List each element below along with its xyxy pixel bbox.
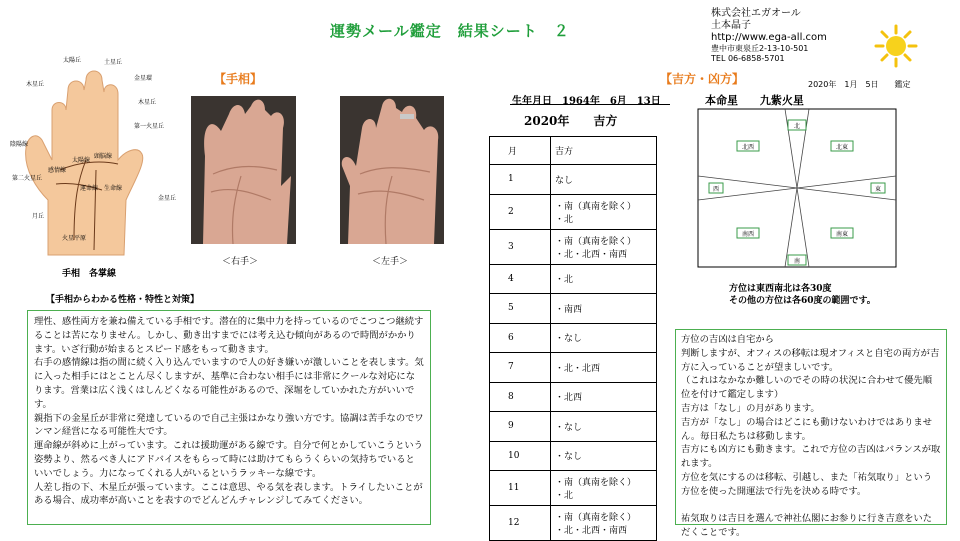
- table-row: [490, 412, 657, 442]
- direction-cell: [551, 382, 657, 412]
- svg-text:北: 北: [793, 123, 801, 130]
- direction-cell: [551, 229, 657, 264]
- direction-cell: [551, 441, 657, 471]
- direction-note-line: 吉方が「なし」の場合はどこにも動けないわけではありません。毎日私たちは移動します。: [681, 416, 933, 442]
- personality-paragraph: 右手の感情線は指の間に続く入り込んでいますので人の好き嫌いが激しいことを表します。気に入った相手にはとことん尽くしますが、基準に合わない相手には非常にクールな対応になります。営業は広く浅くはしんどくなる可能性があるので、深堀をしていかれた方がいいです。: [34, 357, 424, 410]
- direction-entry: ・なし: [555, 452, 583, 463]
- direction-cell: [551, 412, 657, 442]
- compass-se: [831, 228, 853, 238]
- birth-date: 生年月日 1964年 6月 13日: [512, 96, 661, 107]
- svg-text:南東: 南東: [835, 231, 849, 238]
- personality-heading: 【手相からわかる性格・特性と対策】: [46, 295, 200, 305]
- palm-label-10: 太陽線: [72, 157, 91, 164]
- sheet-title: 運勢メール鑑定 結果シート ２: [330, 22, 570, 40]
- right-hand-photo: [191, 96, 296, 244]
- compass-n: [788, 120, 806, 130]
- direction-cell: [551, 471, 657, 506]
- honmei-star: [705, 92, 804, 108]
- direction-entry: ・北西: [555, 393, 583, 404]
- direction-note-line: 吉方は「なし」の月があります。: [681, 402, 820, 414]
- direction-note-line: 方位の吉凶は自宅から: [681, 334, 774, 345]
- direction-heading: 【吉方・凶方】: [660, 72, 745, 86]
- direction-entry: ・北: [555, 275, 574, 286]
- table-row: [490, 506, 657, 541]
- direction-entry: ・北: [555, 491, 574, 501]
- left-hand-caption: ＜左手＞: [372, 257, 409, 267]
- compass-note: [729, 283, 876, 307]
- company-name: 株式会社エガオール: [711, 8, 801, 19]
- direction-notes-textbox: [675, 329, 947, 539]
- compass-nw: [737, 141, 759, 151]
- table-row: [490, 323, 657, 353]
- direction-note-spacer: [681, 499, 941, 513]
- month-cell: 7: [490, 353, 551, 383]
- palm-label-8: 月丘: [32, 213, 45, 220]
- month-cell: 10: [490, 441, 551, 471]
- table-header-direction: 吉方: [551, 137, 657, 165]
- direction-cell: [551, 165, 657, 195]
- table-row: [490, 382, 657, 412]
- table-header-row: [490, 137, 657, 165]
- personality-paragraph: 人差し指の下、木星丘が張っています。ここは意思、やる気を表します。トライしたいことがある場合、成功率が高いことを表すのでどんどんチャレンジしてみてください。: [34, 481, 423, 507]
- month-cell: 8: [490, 382, 551, 412]
- palm-label-0: 太陽丘: [63, 57, 82, 64]
- direction-entry: ・南（真南を除く）: [555, 478, 637, 488]
- direction-note-line: 祐気取りは吉日を選んで神社仏閣にお参りに行き吉意をいただくことです。: [681, 513, 933, 539]
- compass-sw: [737, 228, 759, 238]
- palm-label-13: 生命線: [104, 185, 123, 192]
- company-address: 豊中市東泉丘2-13-10-501: [711, 44, 809, 53]
- table-row: [490, 194, 657, 229]
- svg-text:北西: 北西: [741, 144, 755, 151]
- month-cell: 2: [490, 194, 551, 229]
- table-row: [490, 441, 657, 471]
- direction-entry: なし: [555, 175, 574, 186]
- direction-entry: ・北・北西・南西: [555, 249, 628, 260]
- month-cell: 3: [490, 229, 551, 264]
- svg-text:北東: 北東: [835, 144, 849, 151]
- direction-entry: ・南（真南を除く）: [555, 236, 637, 247]
- compass-s: [788, 255, 806, 265]
- direction-entry: ・なし: [555, 334, 583, 345]
- honmei-label: 本命星: [705, 94, 738, 107]
- direction-entry: ・南（真南を除く）: [555, 201, 637, 212]
- palm-diagram-caption: 手相 各掌線: [62, 269, 117, 279]
- compass-note-2: その他の方位は各60度の範囲です。: [729, 296, 876, 306]
- appraisal-date: 2020年 1月 5日 鑑定: [808, 80, 911, 89]
- palm-heading: 【手相】: [214, 72, 263, 86]
- table-row: [490, 471, 657, 506]
- company-url[interactable]: http://www.ega-all.com: [711, 32, 827, 43]
- direction-note-line: 吉方にも凶方にも動きます。これで方位の吉凶はバランスが取れます。: [681, 444, 941, 470]
- month-cell: 12: [490, 506, 551, 541]
- direction-cell: [551, 506, 657, 541]
- compass-note-1: 方位は東西南北は各30度: [729, 284, 832, 294]
- compass-e: [871, 183, 885, 193]
- month-cell: 1: [490, 165, 551, 195]
- compass-w: [709, 183, 723, 193]
- direction-entry: ・南西: [555, 304, 583, 315]
- direction-cell: [551, 264, 657, 294]
- palm-label-12: 頭脳線: [94, 153, 113, 160]
- palm-label-2: 木星丘: [26, 81, 45, 88]
- svg-text:南: 南: [793, 258, 801, 265]
- table-row: [490, 353, 657, 383]
- palm-label-5: 第一火星丘: [134, 123, 165, 130]
- year-heading: 2020年 吉方: [524, 114, 618, 128]
- palm-label-7: 第二火星丘: [12, 175, 43, 182]
- company-tel: TEL 06-6858-5701: [711, 54, 785, 63]
- month-cell: 11: [490, 471, 551, 506]
- month-cell: 9: [490, 412, 551, 442]
- palm-label-6: 陰陽線: [10, 141, 29, 148]
- direction-compass: [697, 108, 897, 268]
- birth-underline: [510, 104, 670, 105]
- palm-label-14: 金星丘: [158, 195, 177, 202]
- direction-cell: [551, 294, 657, 324]
- personality-paragraph: 運命線が斜めに上がっています。これは援助運がある線です。自分で何とかしていこうという姿勢より、然るべき人にアドバイスをもらって時には助けてもらうくらいの気持ちでいるといいでしょう。力になってくれる人がいるというラッキーな線です。: [34, 440, 423, 479]
- right-hand-caption: ＜右手＞: [222, 257, 259, 267]
- table-row: [490, 294, 657, 324]
- personality-paragraph: 親指下の金星丘が非常に発達しているので自己主張はかなり強い方です。協調は苦手なのでワンマン経営になる可能性大です。: [34, 412, 424, 438]
- direction-entry: ・南（真南を除く）: [555, 513, 637, 523]
- left-hand-photo: [340, 96, 444, 244]
- palm-label-9: 感情線: [48, 167, 67, 174]
- direction-note-line: 判断しますが、オフィスの移転は現オフィスと自宅の両方が吉方に入っていることが望ましいです。: [681, 347, 940, 373]
- palm-label-11: 運命線: [80, 185, 99, 192]
- palm-label-1: 土星丘: [104, 59, 123, 66]
- personality-paragraph: 理性、感性両方を兼ね備えている手相です。潜在的に集中力を持っているのでこつこつ継続することは苦になりません。しかし、動き出すまでには考え込む傾向があるので時間がかかります。いざ行動が始まるとスピード感をもって動きます。: [34, 316, 424, 355]
- month-cell: 4: [490, 264, 551, 294]
- direction-cell: [551, 194, 657, 229]
- table-row: [490, 165, 657, 195]
- direction-cell: [551, 323, 657, 353]
- table-row: [490, 264, 657, 294]
- direction-table: [489, 136, 657, 541]
- honmei-value: 九紫火星: [759, 94, 804, 107]
- sun-logo-icon: [874, 24, 918, 68]
- company-info: [711, 8, 827, 64]
- table-row: [490, 229, 657, 264]
- palm-label-3: 金星環: [134, 75, 153, 82]
- direction-note-line: 方位を気にするのは移転、引越し、また「祐気取り」という方位を使った開運法で行先を決める時です。: [681, 471, 933, 497]
- personality-textbox: [27, 310, 431, 525]
- direction-note-line: （これはなかなか難しいのでその時の状況に合わせて優先順位を付けて鑑定します）: [681, 375, 933, 401]
- palm-label-15: 火星平原: [62, 235, 87, 242]
- compass-ne: [831, 141, 853, 151]
- month-cell: 5: [490, 294, 551, 324]
- direction-cell: [551, 353, 657, 383]
- direction-entry: ・北・北西・南西: [555, 526, 628, 536]
- svg-text:西: 西: [712, 186, 720, 193]
- svg-text:東: 東: [874, 186, 882, 193]
- month-cell: 6: [490, 323, 551, 353]
- direction-entry: ・北: [555, 214, 574, 225]
- svg-text:南西: 南西: [741, 231, 755, 238]
- palm-diagram: [8, 50, 180, 268]
- table-header-month: 月: [490, 137, 551, 165]
- company-person: 土本晶子: [711, 20, 751, 31]
- direction-entry: ・北・北西: [555, 363, 601, 374]
- palm-label-4: 木星丘: [138, 99, 157, 106]
- direction-entry: ・なし: [555, 422, 583, 433]
